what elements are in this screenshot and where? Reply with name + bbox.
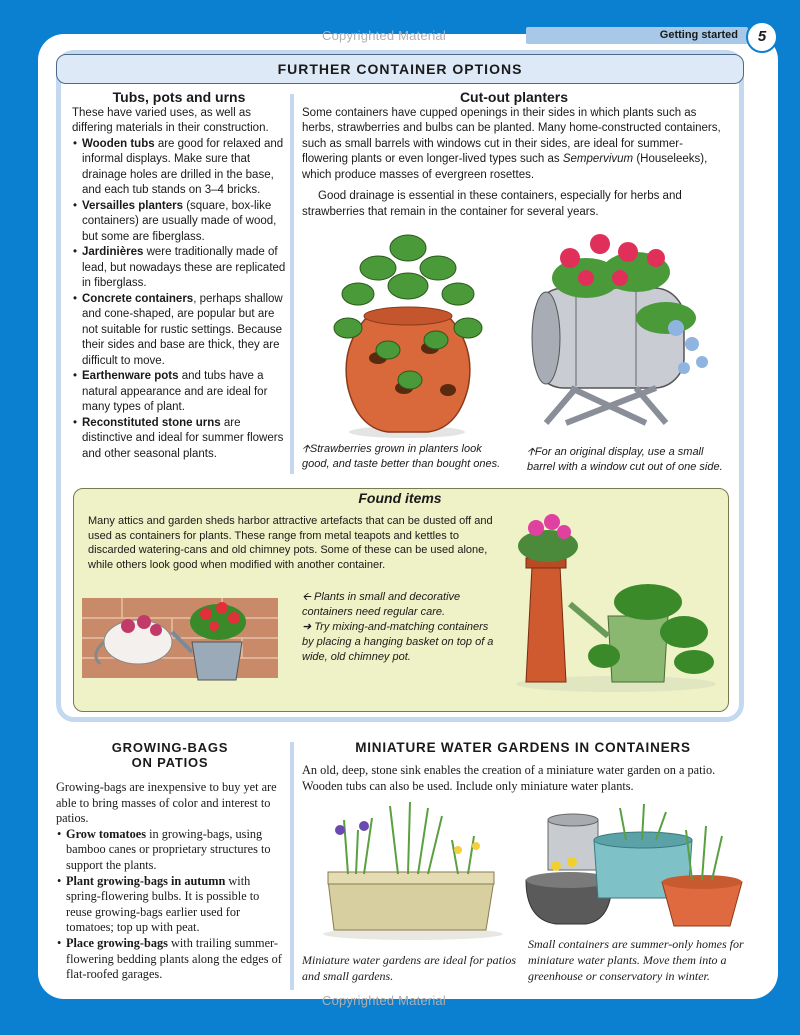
water-caption-2: Small containers are summer-only homes for miniature water plants. Move them into a greenhouse or conservatory in winter. — [528, 937, 744, 983]
watermark-top: Copyrighted Material — [322, 28, 446, 43]
list-item: • Grow tomatoes in growing-bags, using bamboo canes or proprietary structures to support the plants. — [66, 827, 284, 874]
list-item: • Reconstituted stone urns are distinctive and ideal for summer flowers and other seasonal plants. — [82, 416, 286, 463]
list-item: • Concrete containers, perhaps shallow and cone-shaped, are popular but are not suitable for rustic settings. Because their sides and base are thick, they are difficult to move. — [82, 292, 286, 370]
section-title: Getting started — [659, 29, 738, 41]
further-options-title: FURTHER CONTAINER OPTIONS — [56, 54, 744, 84]
found-items-text: Many attics and garden sheds harbor attractive artefacts that can be dusted off and used as containers for plants. These range from metal teapots and kettles to discarded watering-cans and old chimney pots. Some of these can be used alone, while others look good when modified with another container. — [88, 515, 493, 571]
barrel-planter-illustration — [516, 228, 722, 440]
chimney-pot-illustration — [508, 506, 720, 696]
caption-mix-match: ➜ Try mixing-and-matching containers by placing a hanging basket on top of a wide, old chimney pot. — [302, 621, 494, 663]
list-item: • Earthenware pots and tubs have a natural appearance and are ideal for many types of plant. — [82, 369, 286, 416]
cutout-paragraph-2: Good drainage is essential in these containers, especially for herbs and strawberries that remain in the container for several years. — [302, 190, 682, 218]
list-item: • Place growing-bags with trailing summer-flowering bedding plants along the edges of flat-roofed garages. — [66, 936, 284, 983]
strawberry-pot-illustration — [318, 228, 496, 440]
arrow-right-icon: ➜ — [302, 621, 312, 633]
arrow-up-icon: 🡩 — [527, 446, 535, 458]
strawberry-caption: 🡩Strawberries grown in planters look good, and taste better than bought ones. — [302, 443, 501, 470]
column-divider — [290, 94, 294, 474]
caption-decorative: 🡨 Plants in small and decorative containers need regular care. — [302, 591, 461, 618]
arrow-left-icon: 🡨 — [302, 591, 311, 603]
water-gardens-heading: MINIATURE WATER GARDENS IN CONTAINERS — [355, 740, 691, 755]
page-number: 5 — [746, 21, 778, 53]
list-item: • Jardinières were traditionally made of lead, but nowadays these are replicated in fiberglass. — [82, 245, 286, 292]
found-items-captions — [302, 590, 502, 665]
tubs-section — [72, 90, 286, 462]
growing-bags-section — [56, 780, 284, 983]
growing-bags-list — [56, 827, 284, 983]
tubs-intro: These have varied uses, as well as differing materials in their construction. — [72, 106, 269, 134]
cutout-paragraph-1: Some containers have cupped openings in their sides in which plants such as herbs, strawberries and bulbs can be planted. Many home-constructed containers, such as small barrels with windows cut in their sides, are ideal for summer-flowering plants or even longer-lived types such as Sempervivum (Houseleeks), which produce masses of evergreen rosettes. — [302, 106, 721, 181]
tubs-list — [72, 137, 286, 463]
found-items-heading: Found items — [358, 490, 442, 506]
list-item: • Plant growing-bags in autumn with spring-flowering bulbs. It is possible to reuse growing-bags earlier used for tomatoes; top up with peat. — [66, 874, 284, 936]
growing-bags-heading: GROWING-BAGS ON PATIOS — [111, 740, 229, 770]
cutout-section — [302, 90, 726, 220]
cutout-heading: Cut-out planters — [459, 89, 569, 105]
stone-sink-illustration — [318, 800, 508, 940]
water-gardens-intro: An old, deep, stone sink enables the creation of a miniature water garden on a patio. Wooden tubs can also be used. Include only miniature water plants. — [302, 763, 716, 793]
arrow-up-icon: 🡩 — [302, 443, 310, 455]
column-divider-lower — [290, 742, 294, 990]
list-item: • Versailles planters (square, box-like containers) are usually made of wood, but some are fiberglass. — [82, 199, 286, 246]
barrel-caption: 🡩For an original display, use a small barrel with a window cut out of one side. — [527, 446, 723, 473]
water-caption-1: Miniature water gardens are ideal for patios and small gardens. — [302, 953, 516, 983]
watermark-bottom: Copyrighted Material — [322, 993, 446, 1008]
growing-bags-intro: Growing-bags are inexpensive to buy yet are able to bring masses of color and interest to patios. — [56, 780, 277, 826]
teapot-kettle-illustration — [82, 592, 278, 684]
section-header — [526, 27, 748, 44]
small-containers-illustration — [516, 800, 748, 935]
list-item: • Wooden tubs are good for relaxed and informal displays. Make sure that drainage holes are drilled in the base, and each tub stands on 3–4 bricks. — [82, 137, 286, 199]
tubs-heading: Tubs, pots and urns — [112, 89, 246, 105]
